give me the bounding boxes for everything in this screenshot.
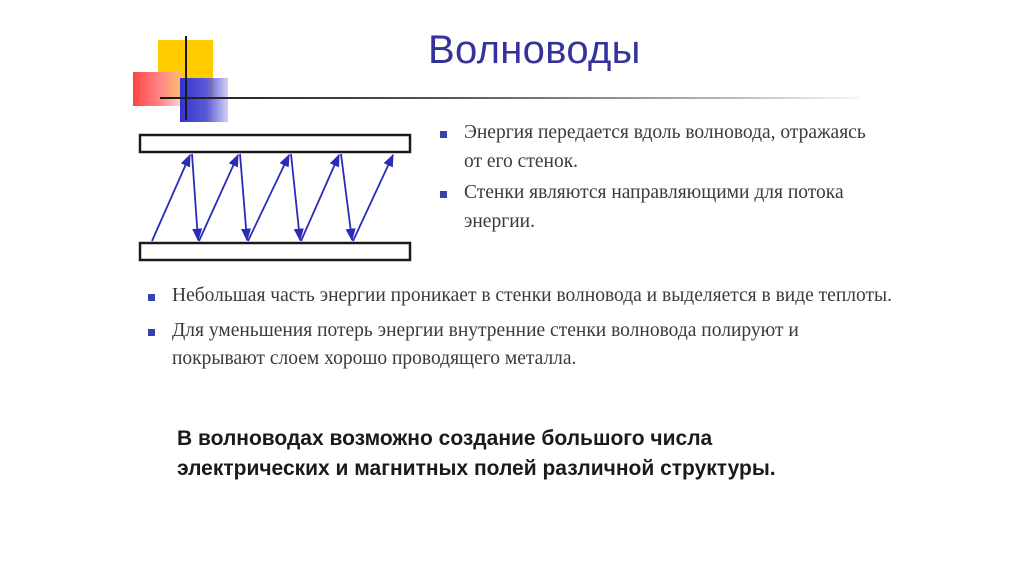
logo-red-square bbox=[133, 72, 181, 106]
ray-arrow bbox=[291, 154, 300, 240]
waveguide-diagram bbox=[138, 130, 413, 265]
square-bullet-icon bbox=[148, 329, 155, 336]
square-bullet-icon bbox=[440, 131, 447, 138]
slide-title: Волноводы bbox=[428, 28, 641, 72]
square-bullet-icon bbox=[440, 191, 447, 198]
ray-arrow bbox=[152, 155, 190, 241]
ray-arrow bbox=[240, 154, 247, 240]
logo-vertical-line bbox=[185, 36, 187, 120]
bullet-item bbox=[148, 317, 892, 373]
right-bullet-list bbox=[440, 118, 884, 236]
conclusion-text: В волноводах возможно создание большого числа электрических и магнитных полей различной структуры. bbox=[177, 427, 776, 480]
bullet-item bbox=[440, 178, 884, 236]
bullet-item bbox=[440, 118, 884, 176]
bullet-text: Для уменьшения потерь энергии внутренние стенки волновода полируют и покрывают слоем хорошо проводящего металла. bbox=[172, 320, 799, 369]
logo-blue-square bbox=[180, 78, 228, 122]
waveguide-bottom-wall bbox=[140, 243, 410, 260]
ray-arrow bbox=[192, 154, 198, 240]
bottom-bullet-list bbox=[148, 282, 892, 373]
square-bullet-icon bbox=[148, 294, 155, 301]
bullet-item bbox=[148, 282, 892, 310]
ray-arrow bbox=[248, 155, 289, 241]
title-underline-rule bbox=[160, 97, 860, 99]
ray-arrow bbox=[341, 154, 352, 240]
ray-arrow bbox=[199, 155, 238, 241]
waveguide-top-wall bbox=[140, 135, 410, 152]
bullet-text: Небольшая часть энергии проникает в стенки волновода и выделяется в виде теплоты. bbox=[172, 285, 892, 306]
ray-arrow bbox=[301, 155, 339, 241]
bullet-text: Стенки являются направляющими для потока энергии. bbox=[464, 182, 844, 232]
ray-arrow bbox=[353, 155, 393, 241]
bullet-text: Энергия передается вдоль волновода, отражаясь от его стенок. bbox=[464, 122, 866, 172]
